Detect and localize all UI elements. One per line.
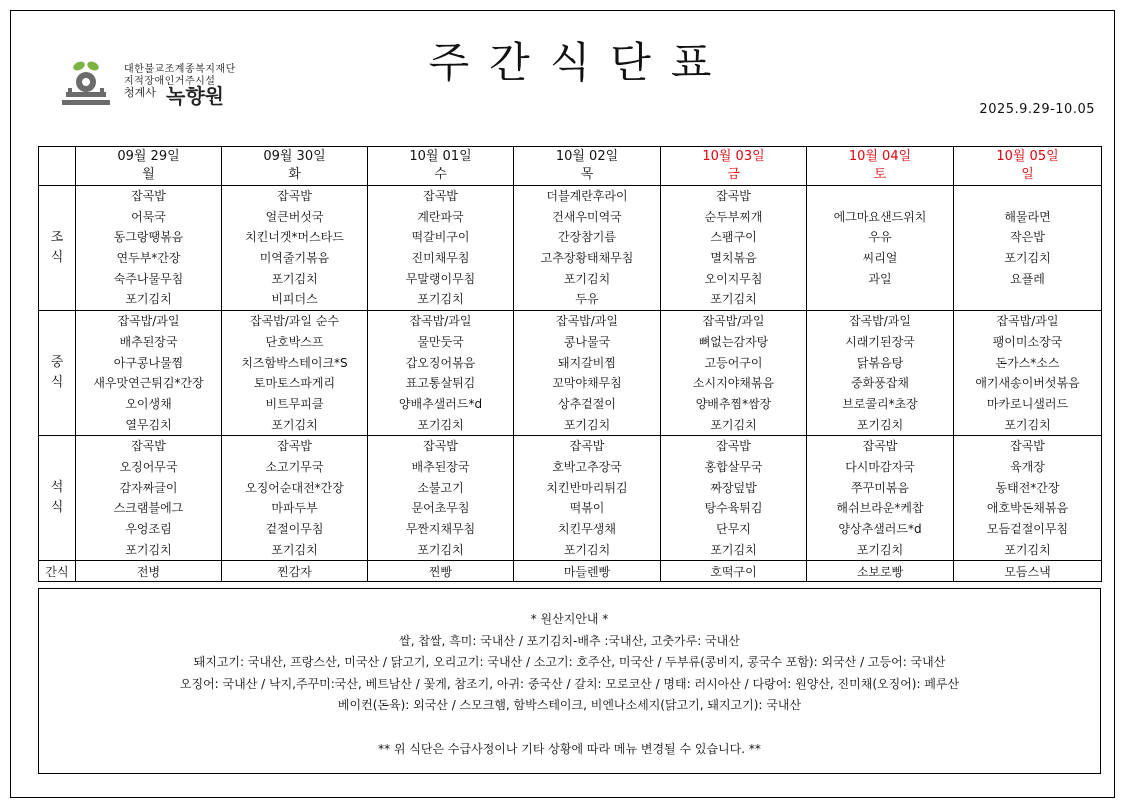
page-title: 주간식단표 bbox=[428, 38, 732, 87]
menu-item: 비피더스 bbox=[271, 292, 318, 307]
date-range: 2025.9.29-10.05 bbox=[979, 102, 1095, 117]
day-header bbox=[661, 147, 807, 186]
meal-label-text: 조 식 bbox=[50, 230, 64, 266]
menu-item: 꼬막야채무침 bbox=[552, 376, 622, 391]
menu-cell bbox=[954, 311, 1102, 436]
snack-item: 소보로빵 bbox=[807, 561, 954, 582]
menu-item: 잡곡밥 bbox=[423, 189, 458, 203]
menu-item: 토마토스파게리 bbox=[253, 376, 336, 391]
menu-item: 포기김치 bbox=[1004, 417, 1051, 432]
snack-item: 마들렌빵 bbox=[514, 561, 661, 582]
menu-item: 비트무피클 bbox=[265, 396, 324, 411]
menu-item: 배추된장국 bbox=[411, 459, 470, 474]
menu-item: 숙주나물무침 bbox=[113, 271, 184, 286]
menu-item: 우엉조림 bbox=[125, 522, 172, 536]
menu-table bbox=[38, 146, 1102, 582]
menu-item: 양배추찜*쌈장 bbox=[695, 396, 772, 411]
menu-item: 팽이미소장국 bbox=[992, 334, 1063, 349]
day-date: 10월 03일 bbox=[702, 149, 765, 164]
menu-item: 요플레 bbox=[1010, 271, 1045, 286]
menu-item: 잡곡밥 bbox=[277, 439, 312, 454]
menu-item: 포기김치 bbox=[563, 417, 611, 432]
menu-item bbox=[954, 186, 1101, 207]
snack-row bbox=[39, 561, 1102, 582]
org-facility: 지적장애인거주시설 bbox=[124, 76, 216, 87]
menu-item: 포기김치 bbox=[710, 417, 757, 432]
menu-item: 동그랑땡볶음 bbox=[113, 230, 184, 245]
menu-item: 해물라면 bbox=[1004, 209, 1051, 224]
menu-item: 홍합살무국 bbox=[704, 459, 763, 474]
org-temple: 청계사 bbox=[124, 86, 156, 99]
menu-item: 짜장덮밥 bbox=[710, 480, 757, 495]
menu-item: 스팸구이 bbox=[710, 230, 757, 245]
menu-item: 소불고기 bbox=[417, 480, 464, 495]
menu-item: 잡곡밥/과일 bbox=[409, 314, 472, 329]
origin-notice bbox=[38, 588, 1101, 774]
corner-cell bbox=[39, 147, 76, 186]
lotus-logo-icon bbox=[62, 58, 112, 110]
menu-cell bbox=[807, 436, 954, 561]
menu-item: 소시지야채볶음 bbox=[692, 376, 775, 391]
menu-item: 에그마요샌드위치 bbox=[833, 209, 927, 224]
menu-item: 잡곡밥/과일 bbox=[117, 314, 180, 329]
menu-item: 양배추샐러드*d bbox=[398, 396, 483, 411]
meal-row bbox=[39, 436, 1102, 561]
menu-item: 포기김치 bbox=[1004, 251, 1051, 266]
menu-item: 잡곡밥 bbox=[716, 439, 751, 454]
menu-item bbox=[807, 186, 953, 207]
menu-cell bbox=[807, 311, 954, 436]
menu-item: 콩나물국 bbox=[563, 334, 611, 349]
menu-item: 잡곡밥 bbox=[131, 189, 166, 203]
day-date: 09월 29일 bbox=[117, 149, 180, 164]
menu-item: 브로콜리*초장 bbox=[842, 396, 918, 411]
menu-item: 호박고추장국 bbox=[552, 459, 622, 474]
menu-item: 애기새송이버섯볶음 bbox=[975, 376, 1080, 391]
day-header bbox=[76, 147, 222, 186]
menu-item: 마파두부 bbox=[271, 501, 318, 516]
menu-item: 해쉬브라운*케찹 bbox=[836, 501, 924, 516]
org-foundation: 대한불교조계종복지재단 bbox=[124, 64, 236, 75]
menu-item: 돈가스*소스 bbox=[995, 355, 1060, 370]
menu-item: 과일 bbox=[868, 271, 892, 286]
menu-item: 육개장 bbox=[1010, 459, 1045, 474]
snack-item: 찐빵 bbox=[368, 561, 514, 582]
menu-item: 무말랭이무침 bbox=[405, 271, 476, 286]
menu-item: 순두부찌개 bbox=[704, 209, 763, 224]
menu-item: 포기김치 bbox=[417, 542, 464, 557]
menu-item: 시래기된장국 bbox=[845, 334, 915, 349]
menu-item: 포기김치 bbox=[856, 542, 904, 557]
menu-item: 씨리얼 bbox=[862, 251, 898, 266]
menu-cell bbox=[514, 436, 661, 561]
menu-item: 잡곡밥 bbox=[862, 439, 898, 454]
menu-item: 오이생채 bbox=[125, 396, 172, 411]
menu-item: 고추장황태채무침 bbox=[540, 251, 634, 266]
day-header bbox=[368, 147, 514, 186]
menu-cell bbox=[76, 311, 222, 436]
day-of-week: 토 bbox=[873, 167, 887, 182]
menu-item: 포기김치 bbox=[271, 417, 318, 432]
menu-item: 쭈꾸미볶음 bbox=[851, 480, 909, 495]
menu-item: 새우맛연근튀김*간장 bbox=[93, 376, 204, 391]
menu-cell bbox=[514, 186, 661, 311]
menu-item: 모듬겉절이무침 bbox=[986, 522, 1069, 536]
menu-item: 물만둣국 bbox=[417, 334, 464, 349]
menu-item: 어묵국 bbox=[131, 209, 166, 224]
day-header bbox=[954, 147, 1102, 186]
menu-item: 무짠지채무침 bbox=[405, 522, 476, 536]
menu-item: 건새우미역국 bbox=[552, 209, 622, 224]
menu-item: 열무김치 bbox=[125, 417, 172, 432]
menu-item: 아구콩나물찜 bbox=[113, 355, 184, 370]
menu-cell bbox=[368, 186, 514, 311]
menu-item bbox=[807, 289, 953, 310]
menu-item: 오징어무국 bbox=[119, 459, 178, 474]
menu-item: 연두부*간장 bbox=[116, 251, 181, 266]
menu-item: 상추겉절이 bbox=[558, 396, 616, 411]
menu-item: 마카로니샐러드 bbox=[986, 396, 1069, 411]
menu-cell bbox=[807, 186, 954, 311]
menu-item: 잡곡밥/과일 bbox=[555, 314, 618, 329]
day-of-week: 월 bbox=[142, 167, 155, 182]
day-of-week: 수 bbox=[434, 167, 447, 182]
menu-item: 멸치볶음 bbox=[710, 251, 757, 266]
menu-item: 포기김치 bbox=[710, 292, 757, 307]
menu-item: 소고기무국 bbox=[265, 459, 324, 474]
menu-cell bbox=[222, 311, 368, 436]
menu-item: 계란파국 bbox=[417, 209, 464, 224]
menu-item: 고등어구이 bbox=[704, 355, 763, 370]
notice-line: 돼지고기: 국내산, 프랑스산, 미국산 / 닭고기, 오리고기: 국내산 / 소고기: 호주산, 미국산 / 두부류(콩비지, 콩국수 포함): 외국산 / 고등어: 국내산 bbox=[193, 655, 946, 669]
meal-label bbox=[39, 186, 76, 311]
menu-item: 단호박스프 bbox=[265, 334, 324, 349]
menu-item: 잡곡밥/과일 bbox=[848, 314, 911, 329]
menu-cell bbox=[661, 186, 807, 311]
menu-item: 포기김치 bbox=[125, 542, 172, 557]
menu-item: 중화풍잡채 bbox=[851, 376, 909, 391]
day-of-week: 목 bbox=[580, 167, 594, 182]
day-date: 09월 30일 bbox=[263, 149, 326, 164]
menu-item: 두유 bbox=[575, 292, 599, 307]
menu-item: 스크램블에그 bbox=[113, 501, 184, 516]
menu-item: 미역줄기볶음 bbox=[259, 251, 330, 266]
menu-cell bbox=[222, 186, 368, 311]
meal-row bbox=[39, 311, 1102, 436]
day-date: 10월 04일 bbox=[848, 149, 912, 164]
menu-item: 떡갈비구이 bbox=[411, 230, 470, 245]
menu-item: 다시마감자국 bbox=[845, 459, 915, 474]
menu-item: 포기김치 bbox=[856, 417, 904, 432]
menu-item: 표고통살튀김 bbox=[405, 376, 476, 391]
menu-item: 간장참기름 bbox=[558, 230, 616, 245]
menu-item: 문어초무침 bbox=[411, 501, 470, 516]
menu-item: 잡곡밥/과일 순수 bbox=[249, 314, 339, 329]
menu-cell bbox=[661, 436, 807, 561]
menu-item: 작은밥 bbox=[1010, 230, 1045, 245]
menu-item: 더블계란후라이 bbox=[546, 189, 628, 203]
day-date: 10월 01일 bbox=[409, 149, 472, 164]
menu-cell bbox=[222, 436, 368, 561]
snack-item: 찐감자 bbox=[222, 561, 368, 582]
menu-cell bbox=[954, 186, 1102, 311]
menu-item: 포기김치 bbox=[271, 271, 318, 286]
day-date: 10월 02일 bbox=[555, 149, 619, 164]
menu-item: 포기김치 bbox=[1004, 542, 1051, 557]
menu-item: 떡볶이 bbox=[569, 501, 605, 516]
notice-line: 쌀, 찹쌀, 흑미: 국내산 / 포기김치-배추 :국내산, 고춧가루: 국내산 bbox=[399, 633, 740, 648]
day-date: 10월 05일 bbox=[996, 149, 1059, 164]
menu-cell bbox=[661, 311, 807, 436]
menu-item: 단무지 bbox=[716, 522, 751, 536]
menu-item: 포기김치 bbox=[563, 542, 611, 557]
menu-item: 잡곡밥 bbox=[716, 189, 751, 203]
menu-item: 잡곡밥/과일 bbox=[996, 314, 1059, 329]
menu-item: 진미채무침 bbox=[411, 251, 470, 266]
day-of-week: 화 bbox=[288, 167, 301, 182]
menu-cell bbox=[368, 311, 514, 436]
menu-item: 오이지무침 bbox=[704, 271, 763, 286]
org-logo bbox=[62, 58, 252, 114]
menu-item: 포기김치 bbox=[125, 292, 172, 307]
snack-item: 호떡구이 bbox=[661, 561, 807, 582]
header-row bbox=[39, 147, 1102, 186]
menu-item: 포기김치 bbox=[563, 271, 611, 286]
menu-item: 포기김치 bbox=[417, 292, 464, 307]
menu-item: 겉절이무침 bbox=[265, 522, 324, 536]
day-header bbox=[222, 147, 368, 186]
day-of-week: 일 bbox=[1021, 167, 1034, 182]
menu-item: 얼큰버섯국 bbox=[265, 209, 324, 224]
menu-item: 잡곡밥 bbox=[423, 439, 458, 454]
menu-item: 오징어순대전*간장 bbox=[245, 480, 344, 495]
menu-item: 갑오징어볶음 bbox=[405, 355, 476, 370]
menu-item: 감자짜글이 bbox=[119, 480, 178, 495]
menu-item: 동태전*간장 bbox=[995, 480, 1060, 495]
menu-item: 양상추샐러드*d bbox=[838, 522, 922, 536]
menu-item: 잡곡밥 bbox=[131, 439, 166, 454]
notice-heading: * 원산지안내 * bbox=[530, 612, 609, 626]
org-name: 녹향원 bbox=[166, 84, 224, 108]
menu-item: 치즈함박스테이크*S bbox=[241, 355, 348, 370]
menu-cell bbox=[368, 436, 514, 561]
meal-label-text: 중 식 bbox=[50, 355, 64, 391]
snack-label: 간식 bbox=[39, 561, 76, 582]
menu-item: 애호박돈채볶음 bbox=[986, 501, 1069, 516]
menu-item: 돼지갈비찜 bbox=[558, 355, 616, 370]
day-header bbox=[514, 147, 661, 186]
meal-label bbox=[39, 436, 76, 561]
notice-footer: ** 위 식단은 수급사정이나 기타 상황에 따라 메뉴 변경될 수 있습니다. ** bbox=[378, 741, 761, 756]
menu-cell bbox=[76, 186, 222, 311]
menu-item: 닭볶음탕 bbox=[856, 355, 904, 370]
meal-label bbox=[39, 311, 76, 436]
menu-item: 포기김치 bbox=[710, 542, 757, 557]
meal-row bbox=[39, 186, 1102, 311]
menu-item: 배추된장국 bbox=[119, 334, 178, 349]
menu-item: 잡곡밥/과일 bbox=[702, 314, 765, 329]
meal-label-text: 석 식 bbox=[50, 480, 64, 516]
snack-item: 모듬스낵 bbox=[954, 561, 1102, 582]
menu-item: 탕수육튀김 bbox=[704, 501, 763, 516]
menu-cell bbox=[514, 311, 661, 436]
snack-item: 전병 bbox=[76, 561, 222, 582]
menu-cell bbox=[954, 436, 1102, 561]
menu-item: 치킨반마리튀김 bbox=[546, 480, 628, 495]
menu-item: 치킨너겟*머스타드 bbox=[245, 230, 344, 245]
menu-item: 우유 bbox=[868, 230, 892, 245]
notice-line: 오징어: 국내산 / 낙지,주꾸미:국산, 베트남산 / 꽃게, 참조기, 아귀: 중국산 / 갈치: 모로코산 / 명태: 러시아산 / 다랑어: 원양산, 진미채(오징어): 페루산 bbox=[179, 676, 960, 691]
menu-cell bbox=[76, 436, 222, 561]
day-of-week: 금 bbox=[727, 167, 740, 182]
menu-item: 포기김치 bbox=[417, 417, 464, 432]
notice-line: 베이컨(돈육): 외국산 / 스모크햄, 함박스테이크, 비엔나소세지(닭고기, 돼지고기): 국내산 bbox=[337, 698, 802, 712]
menu-item: 포기김치 bbox=[271, 542, 318, 557]
day-header bbox=[807, 147, 954, 186]
menu-item bbox=[954, 289, 1101, 310]
menu-item: 뼈없는감자탕 bbox=[698, 334, 769, 349]
menu-item: 치킨무생채 bbox=[558, 522, 616, 536]
menu-item: 잡곡밥 bbox=[569, 439, 605, 454]
menu-item: 잡곡밥 bbox=[277, 189, 312, 203]
menu-item: 잡곡밥 bbox=[1010, 439, 1045, 454]
